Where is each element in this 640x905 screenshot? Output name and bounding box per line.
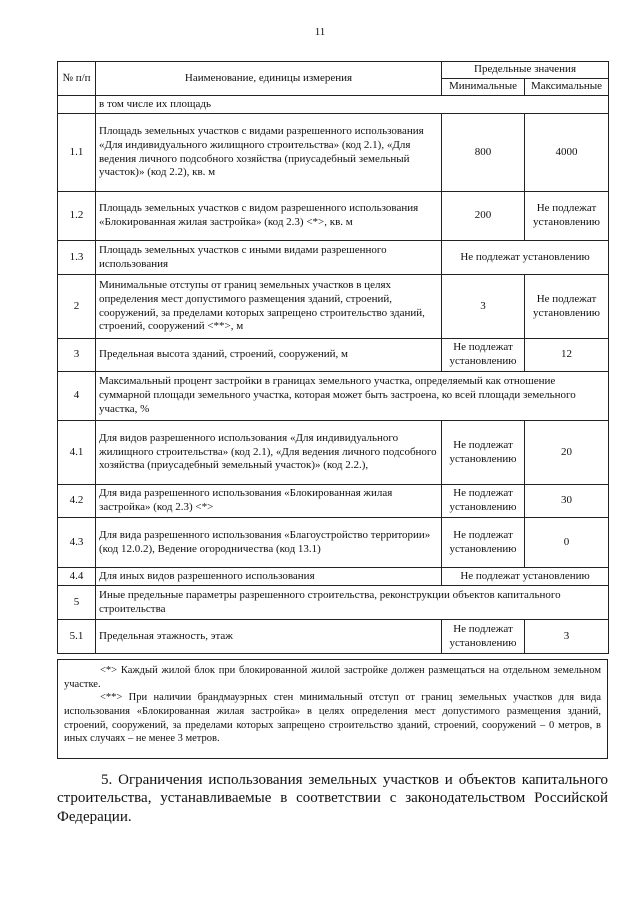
- row-name: в том числе их площадь: [96, 96, 609, 114]
- row-min: Не подлежат установлению: [442, 485, 525, 518]
- footnote-2: <**> При наличии брандмауэрных стен минимальный отступ от границ земельных участков для вида использования «Блокированная жилая застройка» в целях определения мест допустимого размещения зданий, строений, сооружений, за пределами которых запрещено строительство зданий, строений, сооружений – 0 метров, в иных случаях – не менее 3 метров.: [64, 692, 601, 745]
- row-name: Площадь земельных участков с видом разрешенного использования «Блокированная жилая застройка» (код 2.3) <*>, кв. м: [96, 192, 442, 241]
- row-min: Не подлежат установлению: [442, 518, 525, 568]
- footnote-1: <*> Каждый жилой блок при блокированной жилой застройке должен размещаться на отдельном земельном участке.: [64, 665, 601, 690]
- table-row: [58, 586, 609, 620]
- table-row: [58, 275, 609, 339]
- row-min: Не подлежат установлению: [442, 421, 525, 485]
- page-number: 11: [314, 26, 326, 38]
- section-5: [57, 771, 608, 826]
- row-num: 4: [58, 372, 96, 421]
- row-name: Площадь земельных участков с иными видами разрешенного использования: [96, 241, 442, 275]
- row-min: 200: [442, 192, 525, 241]
- parameters-table: [57, 61, 609, 654]
- row-max: 12: [525, 339, 609, 372]
- row-num: 1.1: [58, 114, 96, 192]
- table-row: [58, 485, 609, 518]
- row-max: 30: [525, 485, 609, 518]
- table-row: [58, 114, 609, 192]
- footnotes-box: [57, 659, 608, 759]
- table-row: [58, 339, 609, 372]
- row-max: Не подлежат установлению: [525, 275, 609, 339]
- section-5-text: 5. Ограничения использования земельных участков и объектов капитального строительства, устанавливаемые в соответствии с законодательством Российской Федерации.: [57, 772, 608, 825]
- header-limits: Предельные значения: [442, 62, 609, 79]
- row-max: Не подлежат установлению: [525, 192, 609, 241]
- row-num: 4.3: [58, 518, 96, 568]
- row-num: 4.2: [58, 485, 96, 518]
- row-merged-value: Не подлежат установлению: [442, 568, 609, 586]
- row-num: 4.4: [58, 568, 96, 586]
- table-header-row: [58, 62, 609, 79]
- row-num: 3: [58, 339, 96, 372]
- table-row: [58, 96, 609, 114]
- row-num: 1.2: [58, 192, 96, 241]
- row-num: 5.1: [58, 620, 96, 654]
- row-num: 4.1: [58, 421, 96, 485]
- row-max: 3: [525, 620, 609, 654]
- header-min: Минимальные: [442, 79, 525, 96]
- row-max: 4000: [525, 114, 609, 192]
- row-name: Иные предельные параметры разрешенного строительства, реконструкции объектов капитального строительства: [96, 586, 609, 620]
- header-num: № п/п: [58, 62, 96, 96]
- table-row: [58, 568, 609, 586]
- table-row: [58, 372, 609, 421]
- row-name: Предельная этажность, этаж: [96, 620, 442, 654]
- row-min: 3: [442, 275, 525, 339]
- row-merged-value: Не подлежат установлению: [442, 241, 609, 275]
- row-name: Для иных видов разрешенного использования: [96, 568, 442, 586]
- table-row: [58, 620, 609, 654]
- table-row: [58, 192, 609, 241]
- row-name: Максимальный процент застройки в границах земельного участка, определяемый как отношение суммарной площади земельного участка, которая может быть застроена, ко всей площади земельного участка, %: [96, 372, 609, 421]
- row-name: Минимальные отступы от границ земельных участков в целях определения мест допустимого размещения зданий, строений, сооружений, за пределами которых запрещено строительство зданий, строений, сооружений <**>, м: [96, 275, 442, 339]
- row-name: Для видов разрешенного использования «Для индивидуального жилищного строительства» (код 2.1), «Для ведения личного подсобного хозяйства (приусадебный земельный участок)» (код 2.2.),: [96, 421, 442, 485]
- row-num: 1.3: [58, 241, 96, 275]
- row-num: [58, 96, 96, 114]
- row-max: 20: [525, 421, 609, 485]
- row-max: 0: [525, 518, 609, 568]
- row-name: Площадь земельных участков с видами разрешенного использования «Для индивидуального жилищного строительства» (код 2.1), «Для ведения личного подсобного хозяйства (приусадебный земельный участок)» (код 2.2), кв. м: [96, 114, 442, 192]
- row-name: Для вида разрешенного использования «Блокированная жилая застройка» (код 2.3) <*>: [96, 485, 442, 518]
- row-min: Не подлежат установлению: [442, 339, 525, 372]
- row-name: Для вида разрешенного использования «Благоустройство территории» (код 12.0.2), Ведение огородничества (код 13.1): [96, 518, 442, 568]
- row-min: Не подлежат установлению: [442, 620, 525, 654]
- header-name: Наименование, единицы измерения: [96, 62, 442, 96]
- row-num: 2: [58, 275, 96, 339]
- header-max: Максимальные: [525, 79, 609, 96]
- row-name: Предельная высота зданий, строений, сооружений, м: [96, 339, 442, 372]
- table-row: [58, 421, 609, 485]
- row-min: 800: [442, 114, 525, 192]
- table-row: [58, 518, 609, 568]
- table-row: [58, 241, 609, 275]
- row-num: 5: [58, 586, 96, 620]
